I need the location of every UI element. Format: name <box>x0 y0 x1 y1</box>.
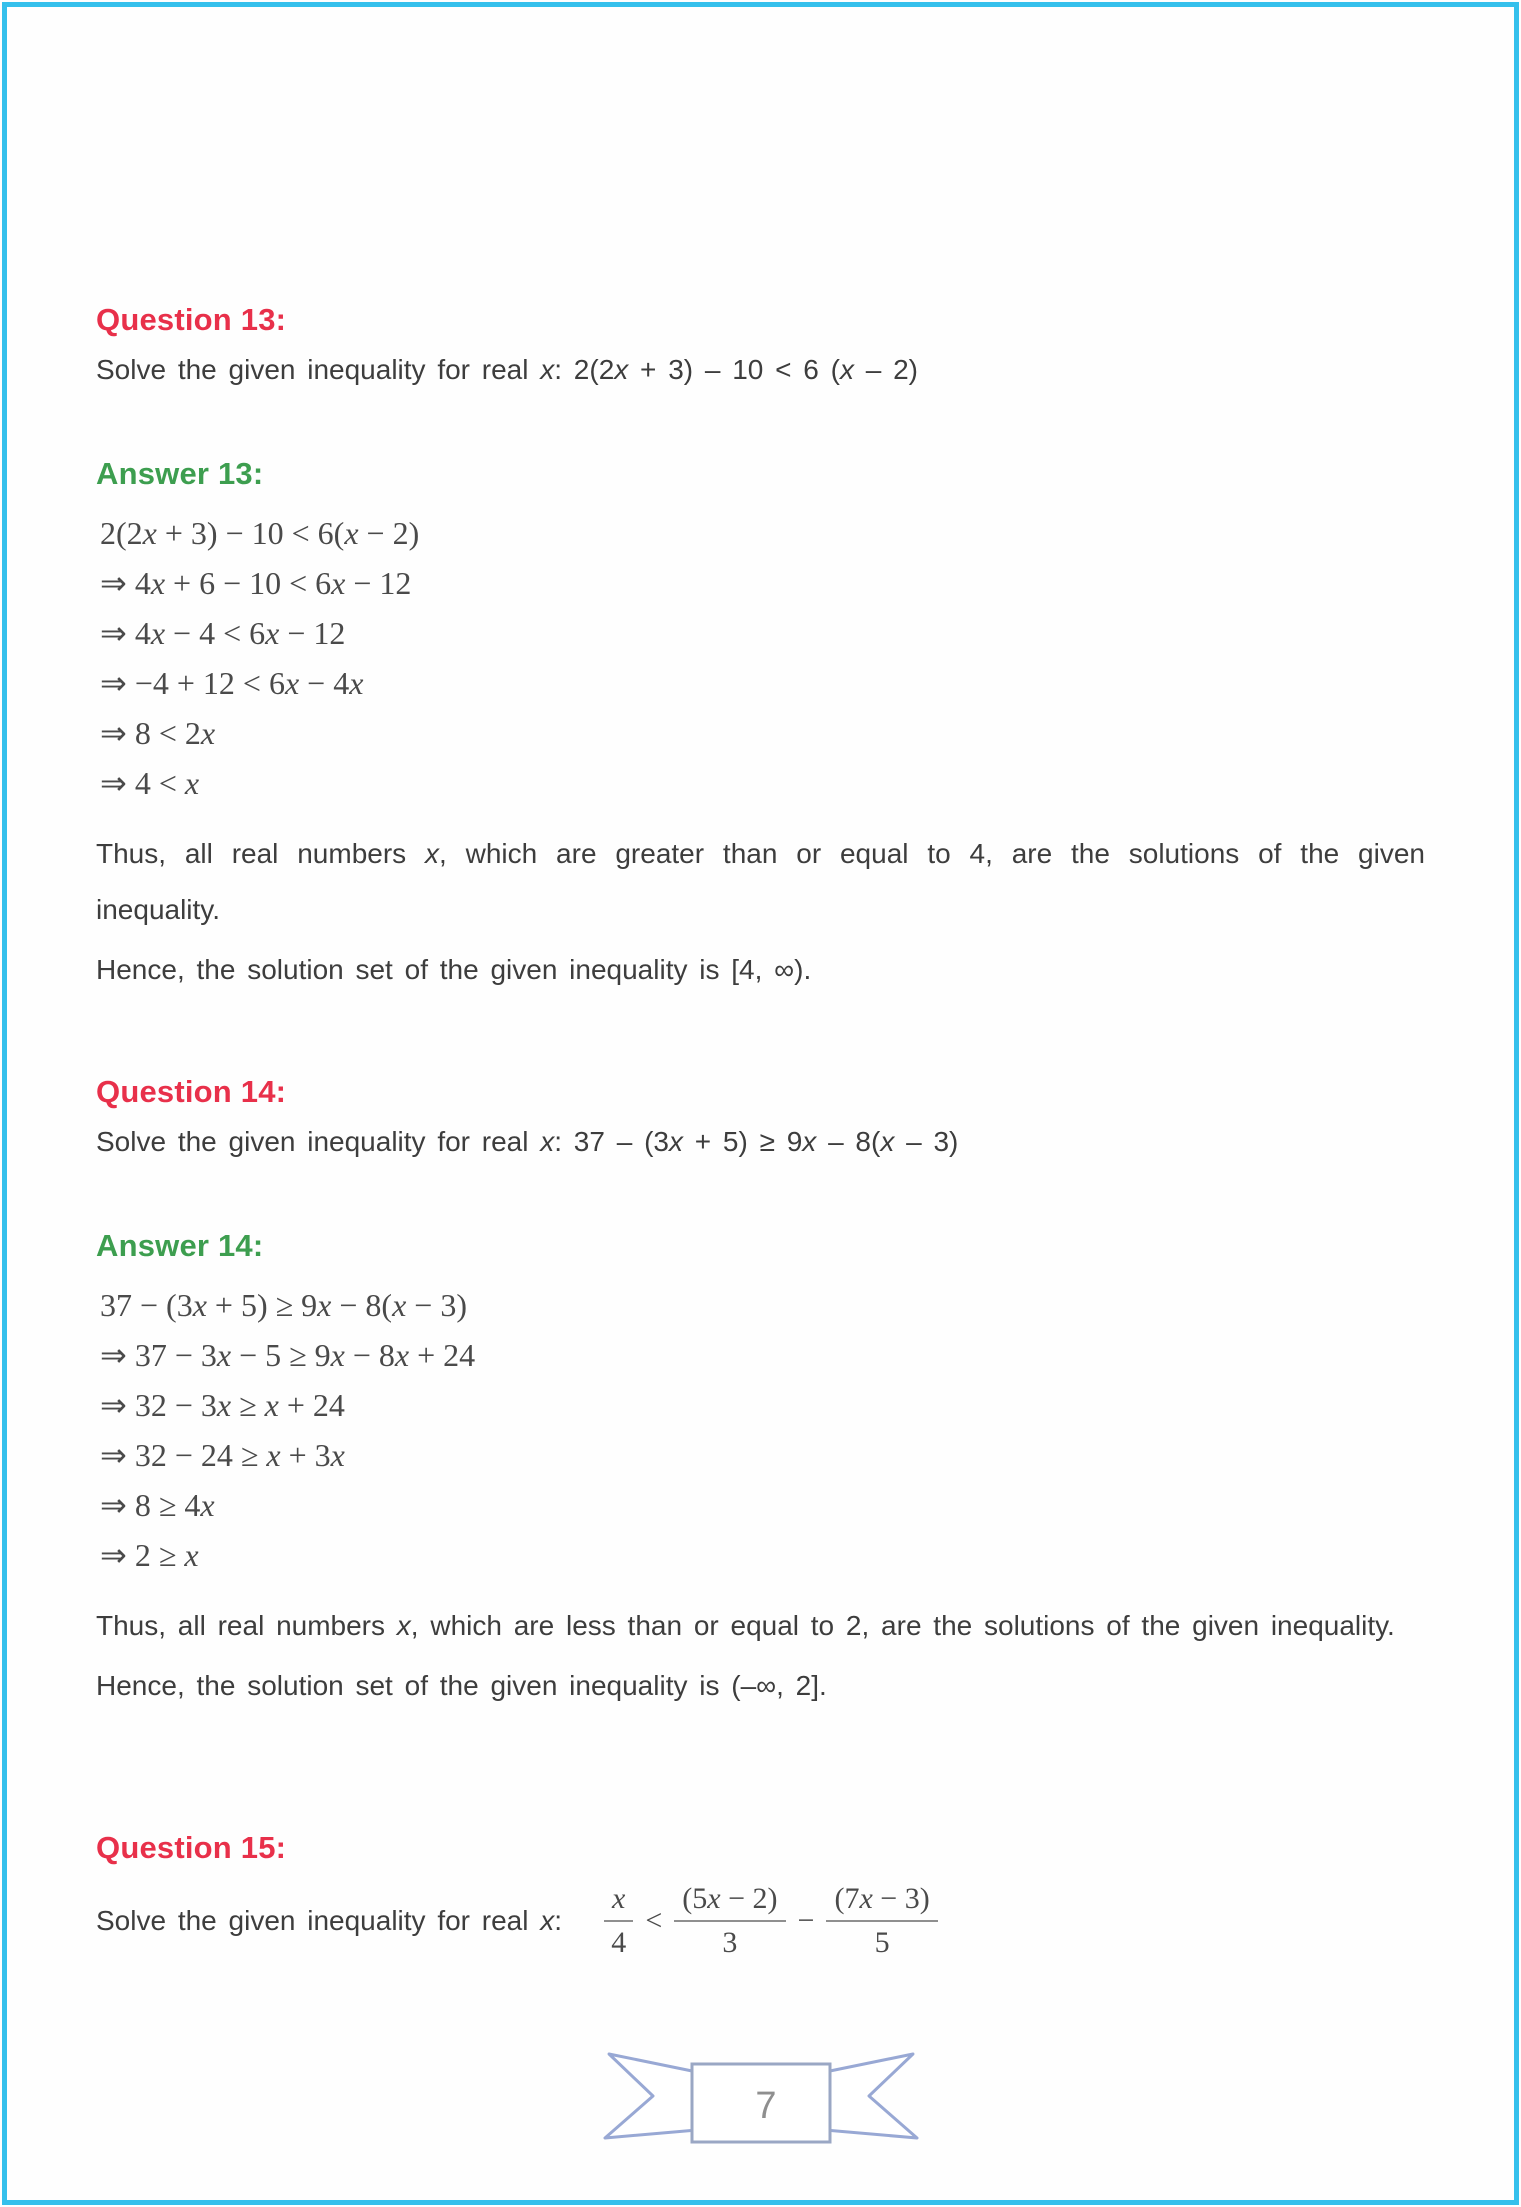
question-15-heading: Question 15: <box>96 1830 287 1865</box>
math-step: ⇒ 32 − 24 ≥ x + 3x <box>100 1437 345 1473</box>
answer-13-steps <box>100 508 1425 808</box>
math-step: 37 − (3x + 5) ≥ 9x − 8(x − 3) <box>100 1287 467 1323</box>
question-14-prompt: Solve the given inequality for real x: 37 – (3x + 5) ≥ 9x – 8(x – 3) <box>96 1126 959 1157</box>
fraction <box>604 1882 633 1960</box>
section-question-15 <box>96 1830 1425 1960</box>
section-question-14 <box>96 1074 1425 1714</box>
fraction <box>674 1882 785 1960</box>
fraction-denominator: 4 <box>611 1926 627 1959</box>
page-number: 7 <box>754 2085 777 2127</box>
math-step: 2(2x + 3) − 10 < 6(x − 2) <box>100 515 420 551</box>
math-step: ⇒ 37 − 3x − 5 ≥ 9x − 8x + 24 <box>100 1337 476 1373</box>
question-14-heading: Question 14: <box>96 1074 287 1109</box>
answer-13-conclusion: Thus, all real numbers x, which are greater than or equal to 4, are the solutions of the given inequality. <box>96 838 1425 925</box>
question-15-formula <box>604 1882 938 1960</box>
less-than-operator: < <box>645 1904 663 1937</box>
answer-14-steps <box>100 1280 1425 1580</box>
answer-13-heading: Answer 13: <box>96 456 264 491</box>
section-question-13 <box>96 302 1425 998</box>
answer-14-solution-set: Hence, the solution set of the given inequality is (–∞, 2]. <box>96 1670 827 1701</box>
answer-13-solution-set: Hence, the solution set of the given inequality is [4, ∞). <box>96 954 812 985</box>
math-step: ⇒ 32 − 3x ≥ x + 24 <box>100 1387 345 1423</box>
ribbon-right-tail-icon <box>825 2054 917 2138</box>
question-13-heading: Question 13: <box>96 302 287 337</box>
question-13-prompt: Solve the given inequality for real x: 2(2x + 3) – 10 < 6 (x – 2) <box>96 354 918 385</box>
fraction <box>826 1882 937 1960</box>
math-step: ⇒ −4 + 12 < 6x − 4x <box>100 665 364 701</box>
fraction-denominator: 5 <box>874 1926 890 1959</box>
ribbon-icon <box>593 2042 929 2164</box>
question-15-row <box>96 1882 1425 1960</box>
math-step: ⇒ 8 < 2x <box>100 715 216 751</box>
page-number-ribbon <box>593 2042 929 2164</box>
math-step: ⇒ 4x + 6 − 10 < 6x − 12 <box>100 565 412 601</box>
ribbon-left-tail-icon <box>605 2054 697 2138</box>
minus-operator: − <box>797 1904 815 1937</box>
answer-14-conclusion: Thus, all real numbers x, which are less than or equal to 2, are the solutions of the given inequality. <box>96 1610 1395 1641</box>
math-step: ⇒ 2 ≥ x <box>100 1537 199 1573</box>
page-content <box>96 302 1425 1960</box>
answer-14-heading: Answer 14: <box>96 1228 264 1263</box>
fraction-numerator: x <box>604 1882 633 1922</box>
math-step: ⇒ 4 < x <box>100 765 200 801</box>
fraction-numerator: (5x − 2) <box>674 1882 785 1922</box>
math-step: ⇒ 8 ≥ 4x <box>100 1487 215 1523</box>
question-15-prompt: Solve the given inequality for real x: <box>96 1905 563 1936</box>
fraction-denominator: 3 <box>722 1926 738 1959</box>
math-step: ⇒ 4x − 4 < 6x − 12 <box>100 615 346 651</box>
fraction-numerator: (7x − 3) <box>826 1882 937 1922</box>
